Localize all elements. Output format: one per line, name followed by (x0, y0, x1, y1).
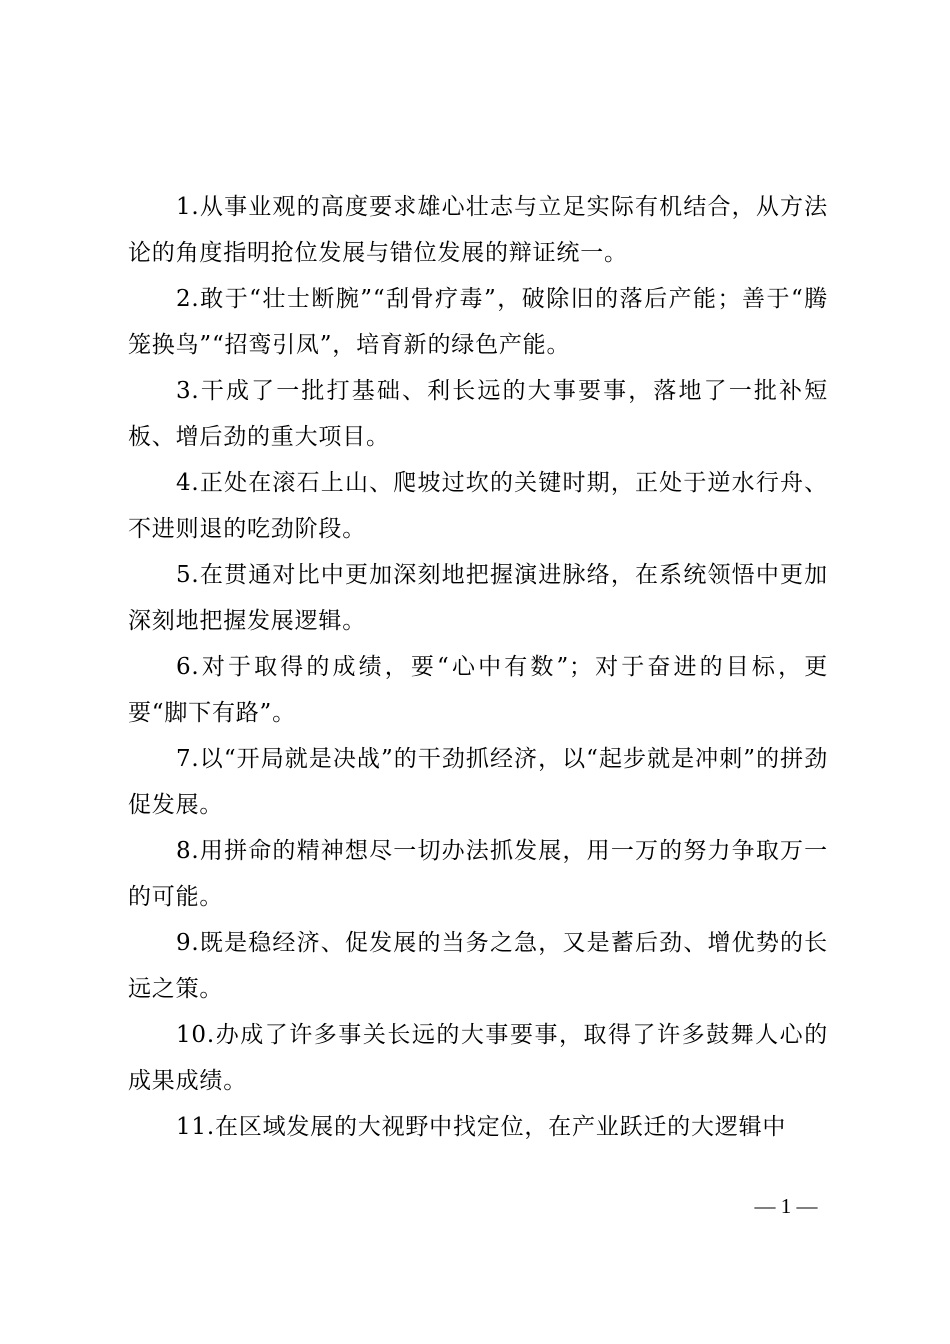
paragraph-10: 10.办成了许多事关长远的大事要事，取得了许多鼓舞人心的成果成绩。 (128, 1022, 828, 1094)
paragraph-5: 5.在贯通对比中更加深刻地把握演进脉络，在系统领悟中更加深刻地把握发展逻辑。 (128, 562, 828, 634)
paragraph-6: 6.对于取得的成绩，要“心中有数”；对于奋进的目标，更要“脚下有路”。 (128, 654, 828, 726)
paragraph-3: 3.干成了一批打基础、利长远的大事要事，落地了一批补短板、增后劲的重大项目。 (128, 378, 828, 450)
document-body (128, 184, 828, 1150)
paragraph-11: 11.在区域发展的大视野中找定位，在产业跃迁的大逻辑中 (176, 1114, 787, 1140)
paragraph-9: 9.既是稳经济、促发展的当务之急，又是蓄后劲、增优势的长远之策。 (128, 930, 828, 1002)
paragraph-1: 1.从事业观的高度要求雄心壮志与立足实际有机结合，从方法论的角度指明抢位发展与错位发展的辩证统一。 (128, 194, 828, 266)
paragraph-2: 2.敢于“壮士断腕”“刮骨疗毒”，破除旧的落后产能；善于“腾笼换鸟”“招鸾引凤”，培育新的绿色产能。 (128, 286, 828, 358)
paragraph-7: 7.以“开局就是决战”的干劲抓经济，以“起步就是冲刺”的拼劲促发展。 (128, 746, 828, 818)
paragraph-8: 8.用拼命的精神想尽一切办法抓发展，用一万的努力争取万一的可能。 (128, 838, 828, 910)
paragraph-4: 4.正处在滚石上山、爬坡过坎的关键时期，正处于逆水行舟、不进则退的吃劲阶段。 (128, 470, 828, 542)
page-number: — 1 — (754, 1194, 818, 1218)
